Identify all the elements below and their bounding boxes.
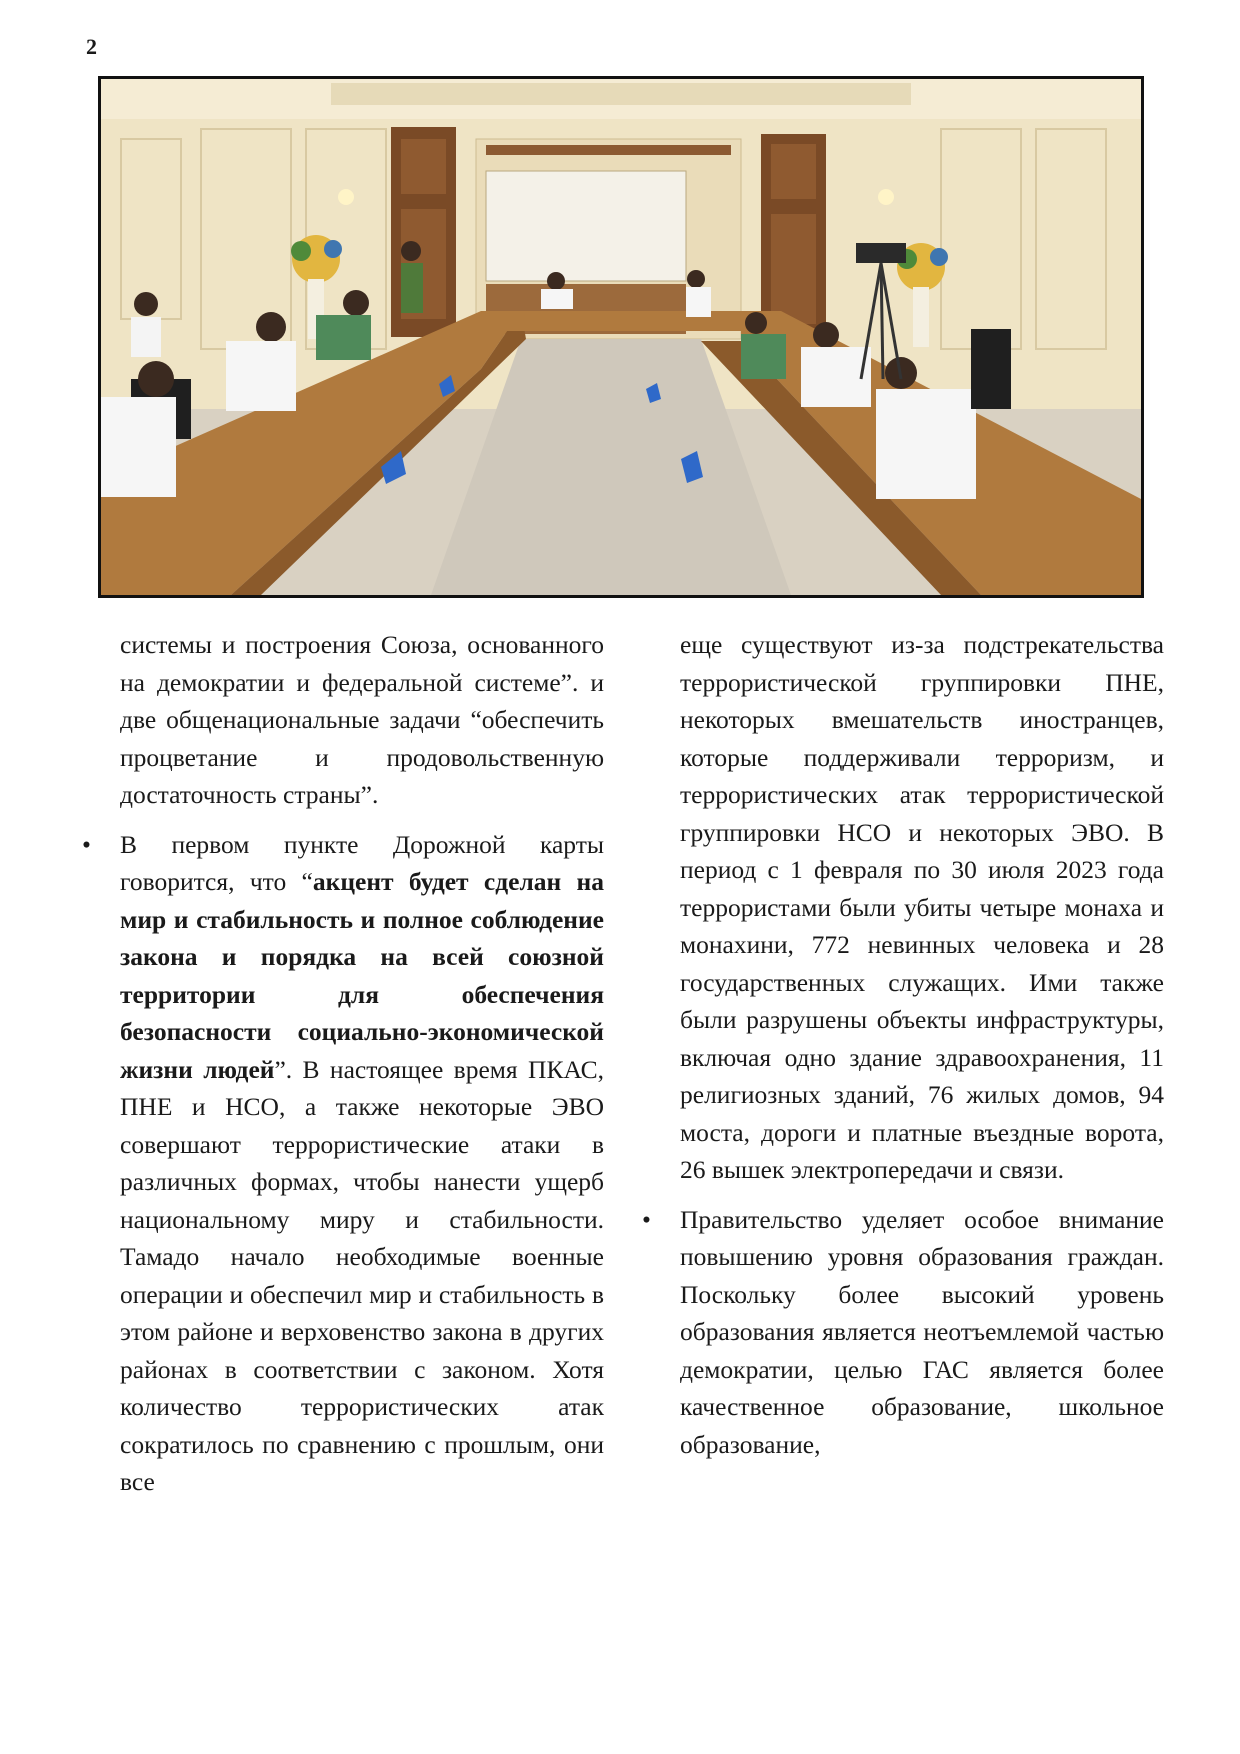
left-paragraph-2-body: ”. В настоящее время ПКАС, ПНЕ и НСО, а также некоторые ЭВО совершают террористические атаки в различных формах, чтобы нанести ущерб национальному миру и стабильности. Тамадо начало необходимые военные операции и обеспечил мир и стабильность в этом районе и верховенство закона в других районах в соответствии с законом. Хотя количество террористических атак сократилось по сравнению с прошлым, они все [120, 1054, 604, 1496]
left-column [82, 626, 604, 1501]
bullet-icon: • [82, 829, 91, 859]
right-bullet-paragraph [642, 1201, 1164, 1464]
right-column [642, 626, 1164, 1463]
page-number: 2 [86, 34, 97, 59]
left-bullet-paragraph [82, 826, 604, 1501]
left-paragraph-2-intro: В первом пункте Дорожной карты говорится, что “ [120, 829, 604, 896]
meeting-photo-illustration [101, 79, 1141, 595]
left-paragraph-2-bold-quote: акцент будет сделан на мир и стабильность и полное соблюдение закона и порядка на всей союзной территории для обеспечения безопасности социально-экономической жизни людей [120, 867, 604, 1084]
left-paragraph-1: системы и построения Союза, основанного на демократии и федеральной системе”. и две общенациональные задачи “обеспечить процветание и продовольственную достаточность страны”. [120, 630, 604, 809]
meeting-room-photo [98, 76, 1144, 598]
right-paragraph-2: Правительство уделяет особое внимание повышению уровня образования граждан. Поскольку более высокий уровень образования является неотъемлемой частью демократии, целью ГАС является более качественное образование, школьное образование, [680, 1204, 1164, 1459]
bullet-icon: • [642, 1204, 651, 1234]
right-paragraph-1: еще существуют из-за подстрекательства террористической группировки ПНЕ, некоторых вмешательств иностранцев, которые поддерживали терроризм, и террористических атак террористической группировки НСО и некоторых ЭВО. В период с 1 февраля по 30 июля 2023 года террористами были убиты четыре монаха и монахини, 772 невинных человека и 28 государственных служащих. Ими также были разрушены объекты инфраструктуры, включая одно здание здравоохранения, 11 религиозных зданий, 76 жилых домов, 94 моста, дороги и платные въездные ворота, 26 вышек электропередачи и связи. [680, 630, 1164, 1184]
